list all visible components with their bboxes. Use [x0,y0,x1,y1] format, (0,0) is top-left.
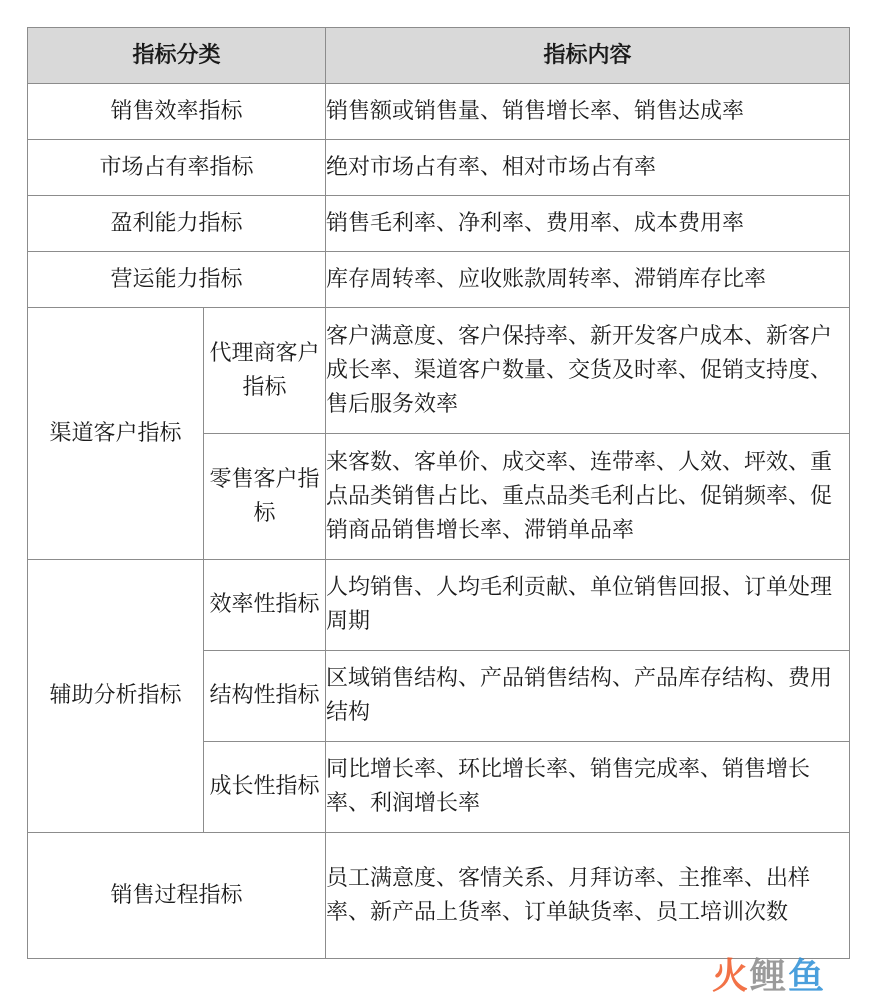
table-row [28,252,850,308]
category-cell: 营运能力指标 [28,252,326,308]
category-cell: 销售效率指标 [28,84,326,140]
content-cell: 库存周转率、应收账款周转率、滞销库存比率 [326,252,850,308]
content-cell: 绝对市场占有率、相对市场占有率 [326,140,850,196]
content-cell: 客户满意度、客户保持率、新开发客户成本、新客户成长率、渠道客户数量、交货及时率、促销支持度、售后服务效率 [326,308,850,434]
content-cell: 员工满意度、客情关系、月拜访率、主推率、出样率、新产品上货率、订单缺货率、员工培训次数 [326,833,850,959]
metrics-table [27,27,850,959]
header-content: 指标内容 [326,28,850,84]
logo-char: 鱼 [788,955,827,997]
logo-char: 火 [712,955,751,997]
subcategory-cell: 代理商客户指标 [204,308,326,434]
header-category: 指标分类 [28,28,326,84]
table-row [28,308,850,434]
category-cell: 销售过程指标 [28,833,326,959]
category-cell: 渠道客户指标 [28,308,204,560]
category-cell: 盈利能力指标 [28,196,326,252]
table-row [28,833,850,959]
subcategory-cell: 结构性指标 [204,651,326,742]
subcategory-cell: 零售客户指标 [204,434,326,560]
content-cell: 销售额或销售量、销售增长率、销售达成率 [326,84,850,140]
category-cell: 市场占有率指标 [28,140,326,196]
content-cell: 来客数、客单价、成交率、连带率、人效、坪效、重点品类销售占比、重点品类毛利占比、促销频率、促销商品销售增长率、滞销单品率 [326,434,850,560]
content-cell: 同比增长率、环比增长率、销售完成率、销售增长率、利润增长率 [326,742,850,833]
subcategory-cell: 成长性指标 [204,742,326,833]
header-row [28,28,850,84]
logo-char: 鲤 [750,955,789,997]
content-cell: 销售毛利率、净利率、费用率、成本费用率 [326,196,850,252]
category-cell: 辅助分析指标 [28,560,204,833]
watermark-logo [712,952,827,997]
table-row [28,560,850,651]
table-row [28,84,850,140]
content-cell: 区域销售结构、产品销售结构、产品库存结构、费用结构 [326,651,850,742]
table-row [28,140,850,196]
subcategory-cell: 效率性指标 [204,560,326,651]
content-cell: 人均销售、人均毛利贡献、单位销售回报、订单处理周期 [326,560,850,651]
table-row [28,196,850,252]
